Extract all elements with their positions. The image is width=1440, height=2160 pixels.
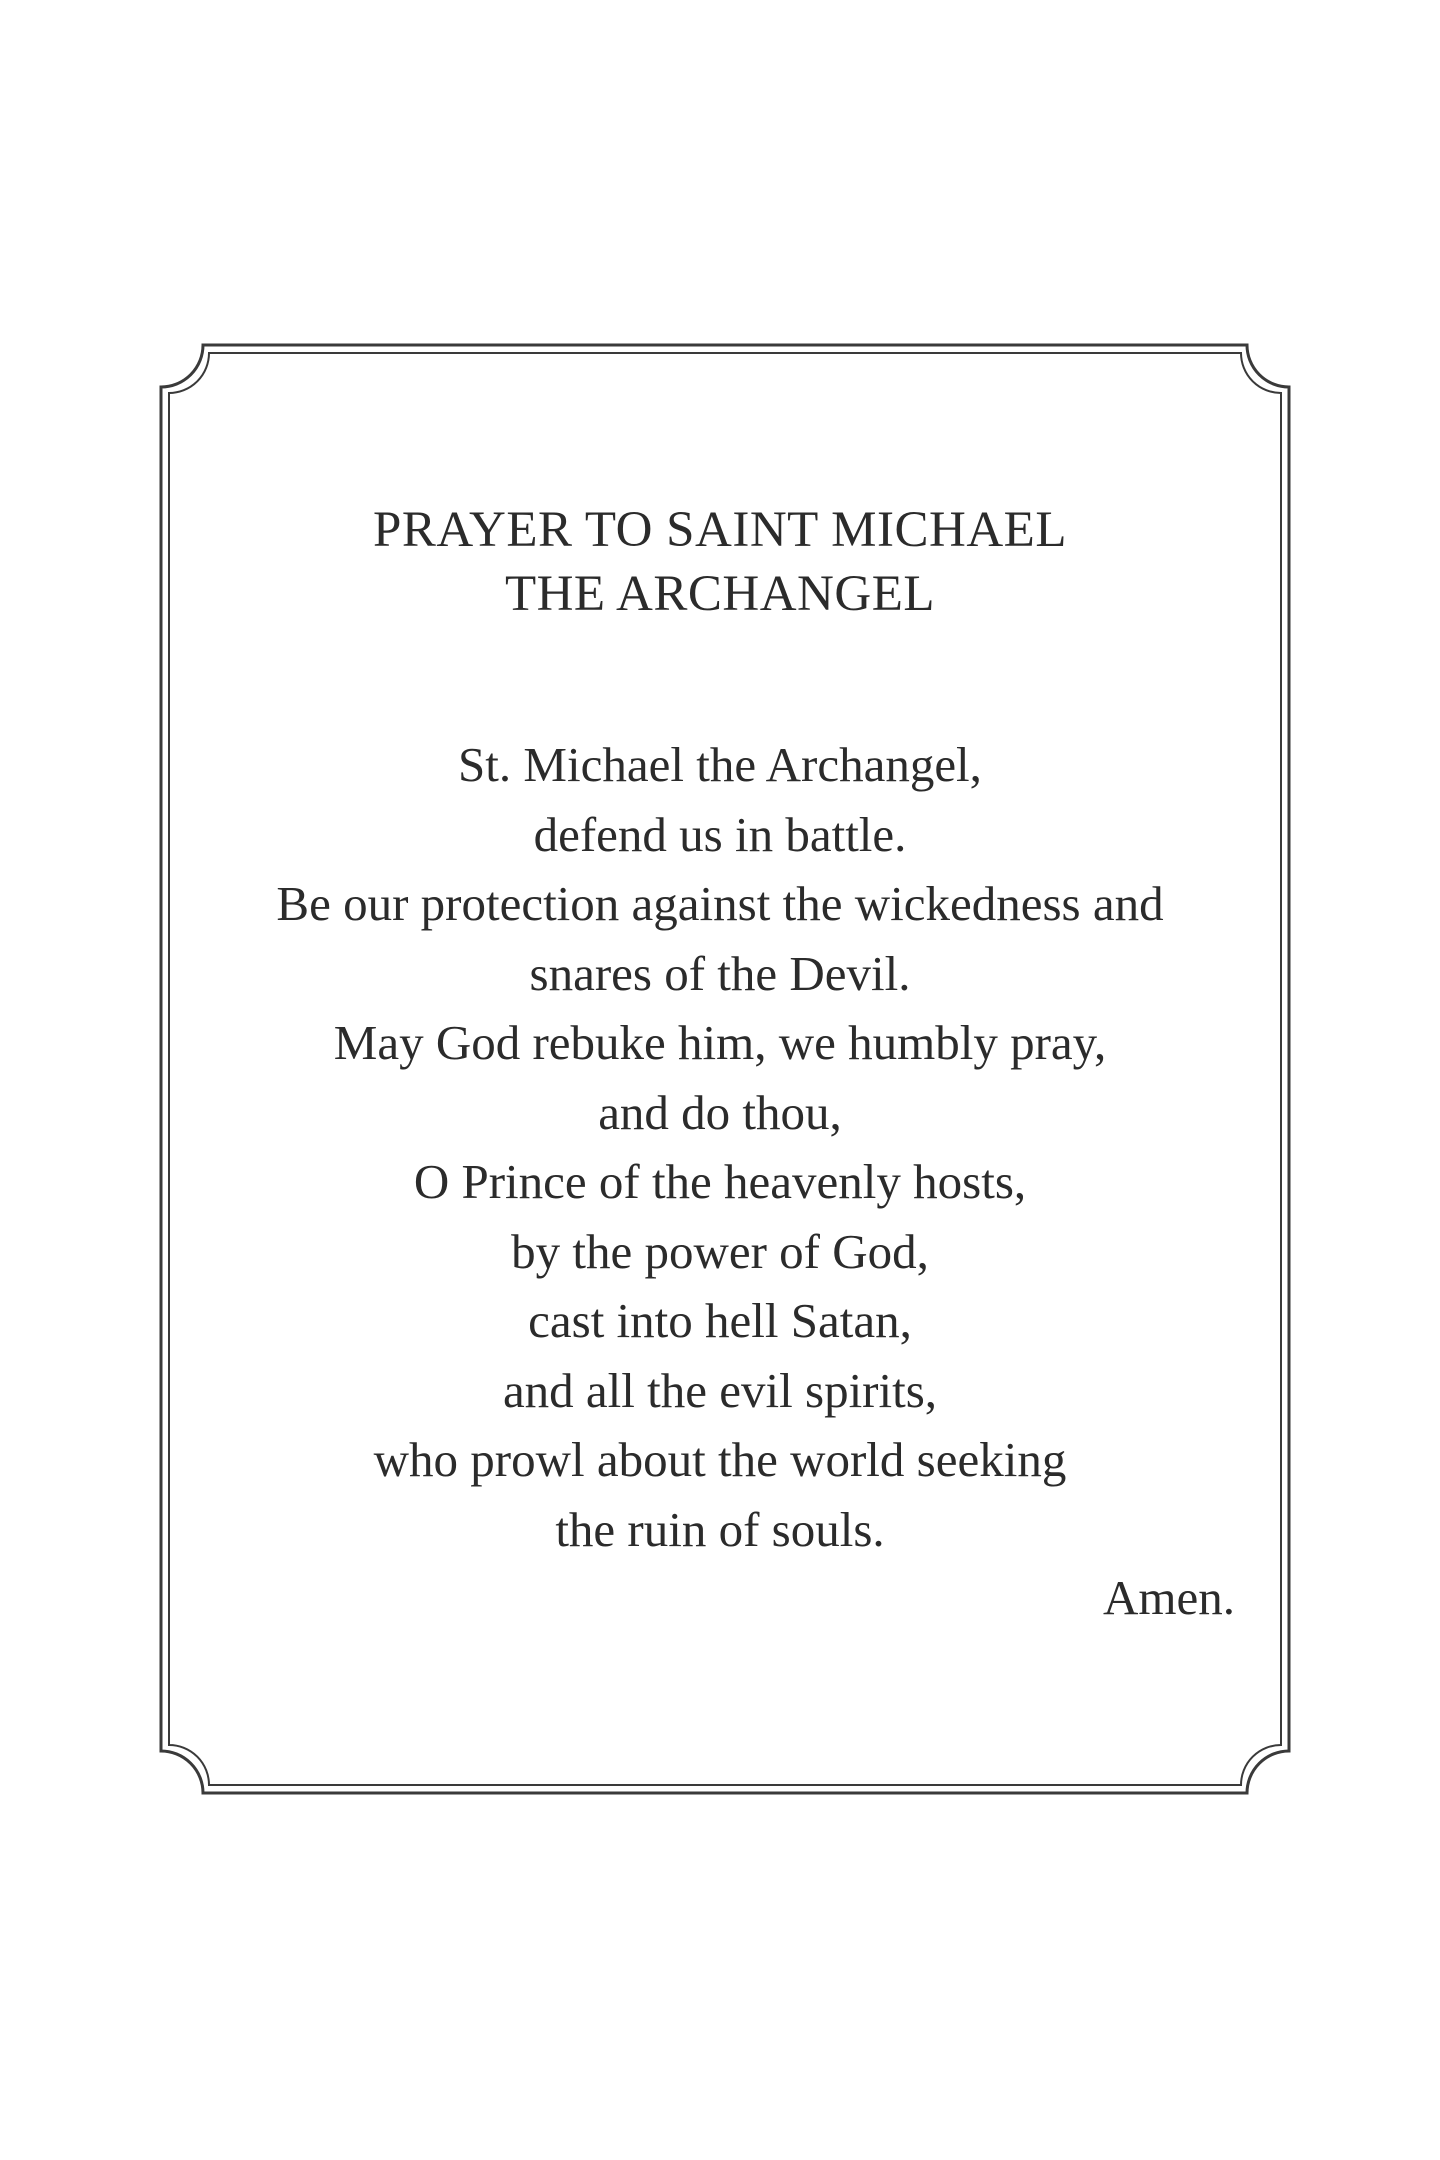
title-line-1: PRAYER TO SAINT MICHAEL <box>373 502 1067 558</box>
prayer-line: the ruin of souls. <box>555 1501 885 1557</box>
prayer-line: and do thou, <box>598 1084 842 1140</box>
prayer-line: O Prince of the heavenly hosts, <box>413 1154 1027 1209</box>
title-line-2: THE ARCHANGEL <box>504 566 936 622</box>
prayer-line: by the power of God, <box>511 1223 929 1279</box>
prayer-title <box>200 498 1240 626</box>
prayer-line: cast into hell Satan, <box>528 1293 912 1348</box>
prayer-closing: Amen. <box>1103 1570 1235 1625</box>
prayer-line: snares of the Devil. <box>529 945 911 1001</box>
prayer-line: defend us in battle. <box>533 806 907 862</box>
prayer-line: who prowl about the world seeking <box>373 1432 1067 1487</box>
prayer-line: Be our protection against the wickedness and <box>276 876 1164 931</box>
prayer-card <box>200 0 1240 2160</box>
prayer-line: and all the evil spirits, <box>502 1362 938 1418</box>
prayer-line: St. Michael the Archangel, <box>458 737 982 792</box>
prayer-body <box>200 730 1240 1564</box>
prayer-line: May God rebuke him, we humbly pray, <box>333 1015 1107 1070</box>
